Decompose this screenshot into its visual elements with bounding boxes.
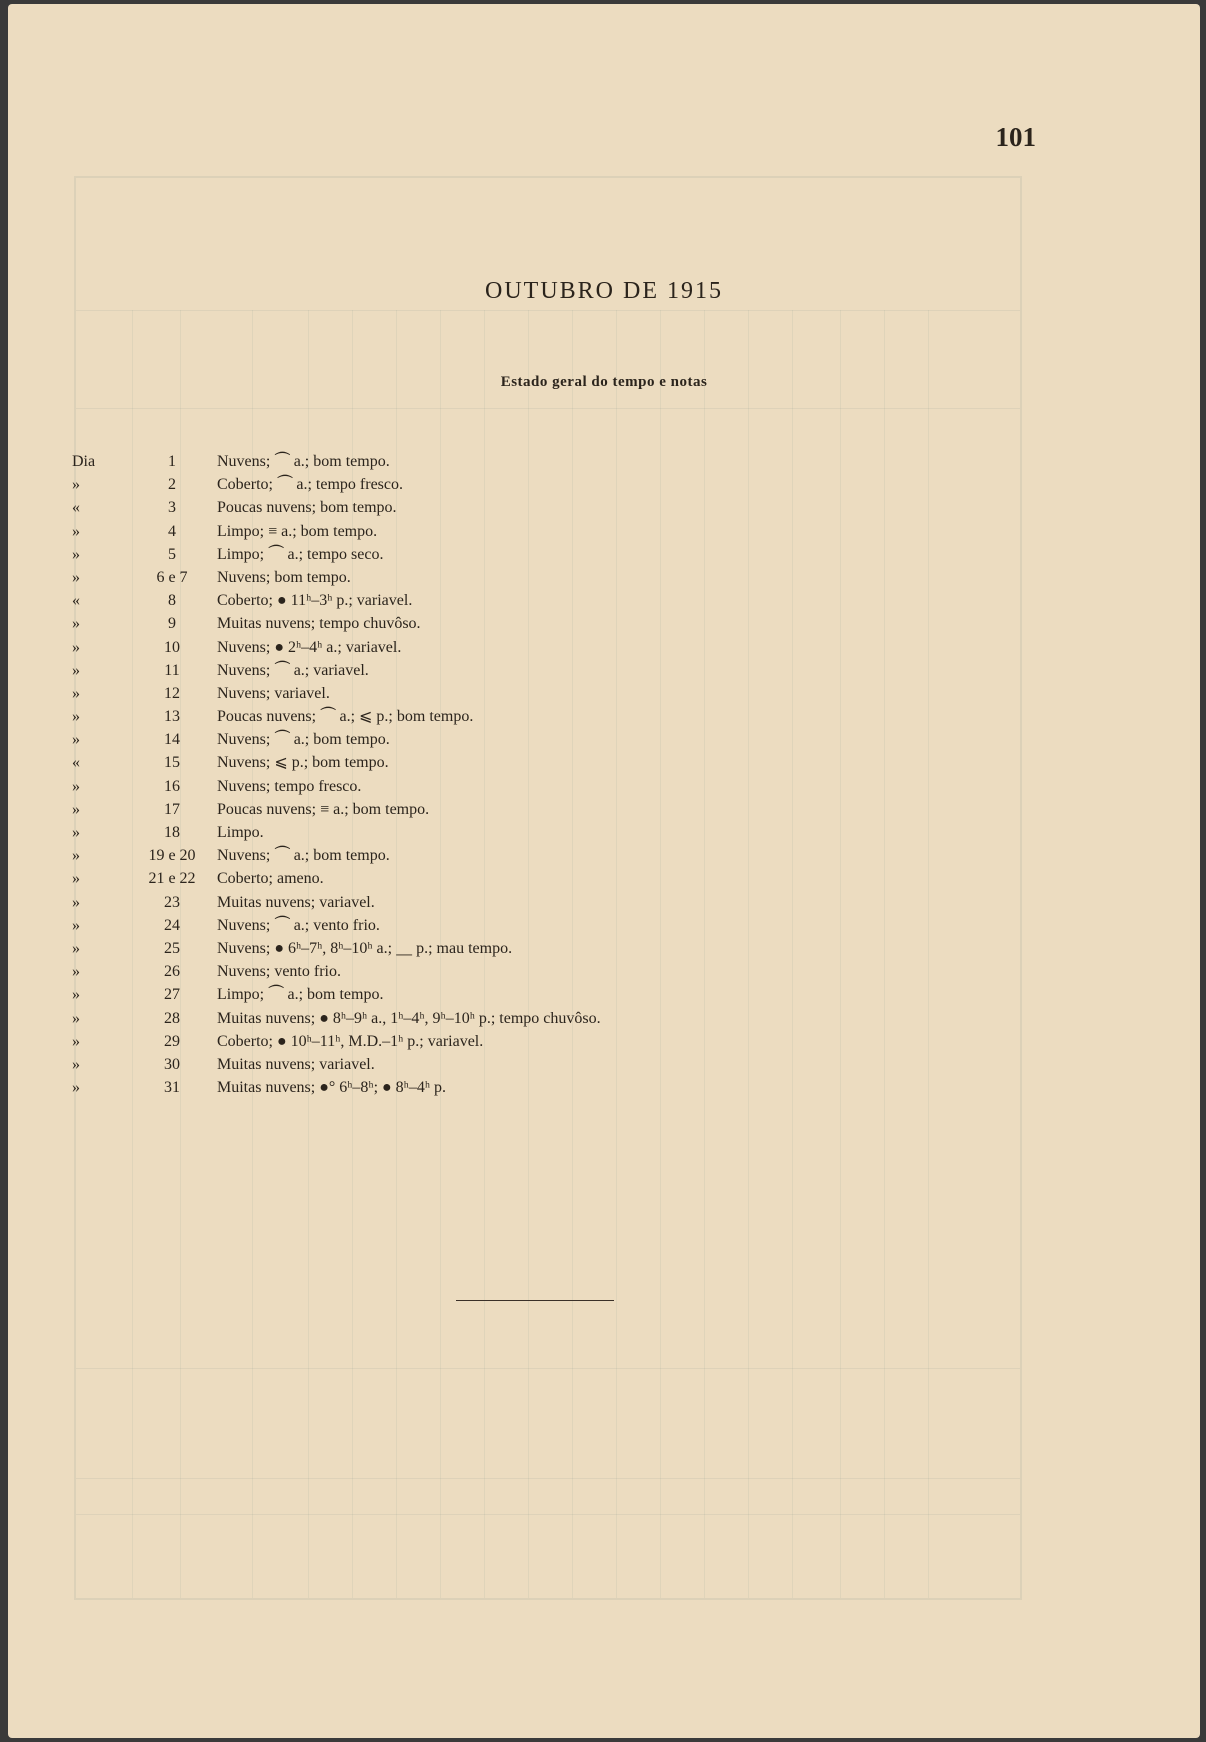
list-item [8, 1076, 1200, 1099]
day-number: 15 [164, 754, 180, 772]
weather-note: Nuvens; variavel. [217, 684, 330, 702]
document-page [8, 4, 1200, 1738]
day-label: « [72, 499, 80, 517]
day-number: 9 [168, 615, 176, 633]
weather-note: Poucas nuvens; ≡ a.; bom tempo. [217, 800, 430, 818]
weather-note: Nuvens; vento frio. [217, 963, 341, 981]
day-number: 11 [164, 661, 180, 679]
weather-note: Coberto; ⏜ a.; tempo fresco. [217, 476, 403, 494]
day-label: » [72, 824, 80, 841]
list-item [8, 867, 1200, 890]
weather-note: Muitas nuvens; ●° 6ʰ–8ʰ; ● 8ʰ–4ʰ p. [217, 1079, 446, 1097]
day-number: 24 [164, 916, 180, 934]
list-item [8, 1007, 1200, 1030]
list-item [8, 798, 1200, 821]
list-item [8, 821, 1200, 844]
list-item [8, 566, 1200, 589]
weather-note: Coberto; ● 10ʰ–11ʰ, M.D.–1ʰ p.; variavel. [217, 1032, 484, 1050]
list-item [8, 844, 1200, 867]
list-item [8, 1053, 1200, 1076]
day-label: » [72, 800, 80, 818]
list-item [8, 937, 1200, 960]
day-label: » [72, 731, 80, 749]
list-item [8, 751, 1200, 774]
day-number: 2 [168, 476, 176, 494]
day-number: 29 [164, 1032, 180, 1050]
section-subtitle: Estado geral do tempo e notas [500, 374, 708, 390]
weather-note: Poucas nuvens; ⏜ a.; ⩽ p.; bom tempo. [217, 708, 474, 726]
day-label: » [72, 522, 80, 540]
weather-note: Nuvens; ⩽ p.; bom tempo. [217, 754, 389, 772]
day-label: » [72, 847, 80, 865]
day-number: 8 [168, 592, 176, 610]
weather-note: Nuvens; tempo fresco. [217, 777, 362, 795]
day-label: » [72, 638, 80, 656]
weather-note: Muitas nuvens; variavel. [217, 893, 375, 911]
day-number: 28 [164, 1009, 180, 1027]
day-label: » [72, 615, 80, 633]
day-label: » [72, 1055, 80, 1073]
day-label: » [72, 916, 80, 934]
day-number: 30 [164, 1055, 180, 1073]
day-number: 23 [164, 893, 180, 911]
day-number: 25 [164, 939, 180, 957]
day-label: » [72, 545, 80, 563]
day-label: » [72, 893, 80, 911]
weather-note: Nuvens; ⏜ a.; bom tempo. [217, 731, 390, 749]
list-item [8, 914, 1200, 937]
day-number: 17 [164, 800, 180, 818]
list-item [8, 775, 1200, 798]
day-label: » [72, 870, 80, 888]
weather-note: Poucas nuvens; bom tempo. [217, 499, 397, 517]
day-label: » [72, 777, 80, 795]
list-item [8, 705, 1200, 728]
list-item [8, 983, 1200, 1006]
day-label: « [72, 754, 80, 772]
weather-note: Nuvens; ● 6ʰ–7ʰ, 8ʰ–10ʰ a.; ⸏ p.; mau tempo. [217, 939, 513, 957]
page-title: OUTUBRO DE 1915 [485, 278, 723, 304]
list-item [8, 496, 1200, 519]
day-number: 19 e 20 [148, 847, 196, 865]
weather-note: Muitas nuvens; variavel. [217, 1055, 375, 1073]
day-label: » [72, 1032, 80, 1050]
day-label: » [72, 1079, 80, 1097]
list-item [8, 891, 1200, 914]
weather-note: Limpo; ⏜ a.; bom tempo. [217, 986, 384, 1004]
weather-note: Nuvens; ● 2ʰ–4ʰ a.; variavel. [217, 638, 402, 656]
day-number: 16 [164, 777, 180, 795]
list-item [8, 589, 1200, 612]
weather-note: Nuvens; ⏜ a.; bom tempo. [217, 847, 390, 865]
day-label: « [72, 592, 80, 610]
day-label: » [72, 568, 80, 586]
weather-notes-list [8, 450, 1200, 1099]
day-label: Dia [72, 453, 96, 470]
day-label: » [72, 1009, 80, 1027]
day-number: 10 [164, 638, 180, 656]
weather-note: Coberto; ameno. [217, 870, 324, 888]
closing-rule [456, 1300, 614, 1301]
list-item [8, 960, 1200, 983]
list-item [8, 682, 1200, 705]
list-item [8, 450, 1200, 473]
day-label: » [72, 661, 80, 679]
day-number: 1 [168, 453, 176, 470]
day-number: 31 [164, 1079, 180, 1097]
list-item [8, 1030, 1200, 1053]
day-label: » [72, 476, 80, 494]
list-item [8, 473, 1200, 496]
weather-note: Muitas nuvens; ● 8ʰ–9ʰ a., 1ʰ–4ʰ, 9ʰ–10ʰ p.; tempo chuvôso. [217, 1009, 601, 1027]
weather-note: Nuvens; ⏜ a.; variavel. [217, 661, 369, 679]
weather-note: Nuvens; bom tempo. [217, 568, 351, 586]
list-item [8, 543, 1200, 566]
list-item [8, 659, 1200, 682]
day-number: 12 [164, 684, 180, 702]
day-label: » [72, 986, 80, 1004]
weather-note: Nuvens; ⏜ a.; bom tempo. [217, 453, 390, 470]
weather-note: Limpo; ≡ a.; bom tempo. [217, 522, 378, 540]
day-number: 21 e 22 [148, 870, 196, 888]
list-item [8, 520, 1200, 543]
page-number: 101 [995, 122, 1036, 152]
day-number: 13 [164, 708, 180, 726]
day-number: 18 [164, 824, 180, 841]
day-label: » [72, 939, 80, 957]
day-number: 6 e 7 [156, 568, 188, 586]
day-number: 5 [168, 545, 176, 563]
list-item [8, 612, 1200, 635]
day-number: 26 [164, 963, 180, 981]
day-number: 27 [164, 986, 180, 1004]
day-label: » [72, 684, 80, 702]
weather-note: Muitas nuvens; tempo chuvôso. [217, 615, 421, 633]
weather-note: Limpo. [217, 824, 264, 841]
weather-note: Coberto; ● 11ʰ–3ʰ p.; variavel. [217, 592, 413, 610]
list-item [8, 728, 1200, 751]
day-number: 3 [168, 499, 176, 517]
weather-note: Nuvens; ⏜ a.; vento frio. [217, 916, 380, 934]
weather-note: Limpo; ⏜ a.; tempo seco. [217, 545, 384, 563]
list-item [8, 636, 1200, 659]
day-number: 4 [168, 522, 176, 540]
day-label: » [72, 708, 80, 726]
day-label: » [72, 963, 80, 981]
day-number: 14 [164, 731, 180, 749]
